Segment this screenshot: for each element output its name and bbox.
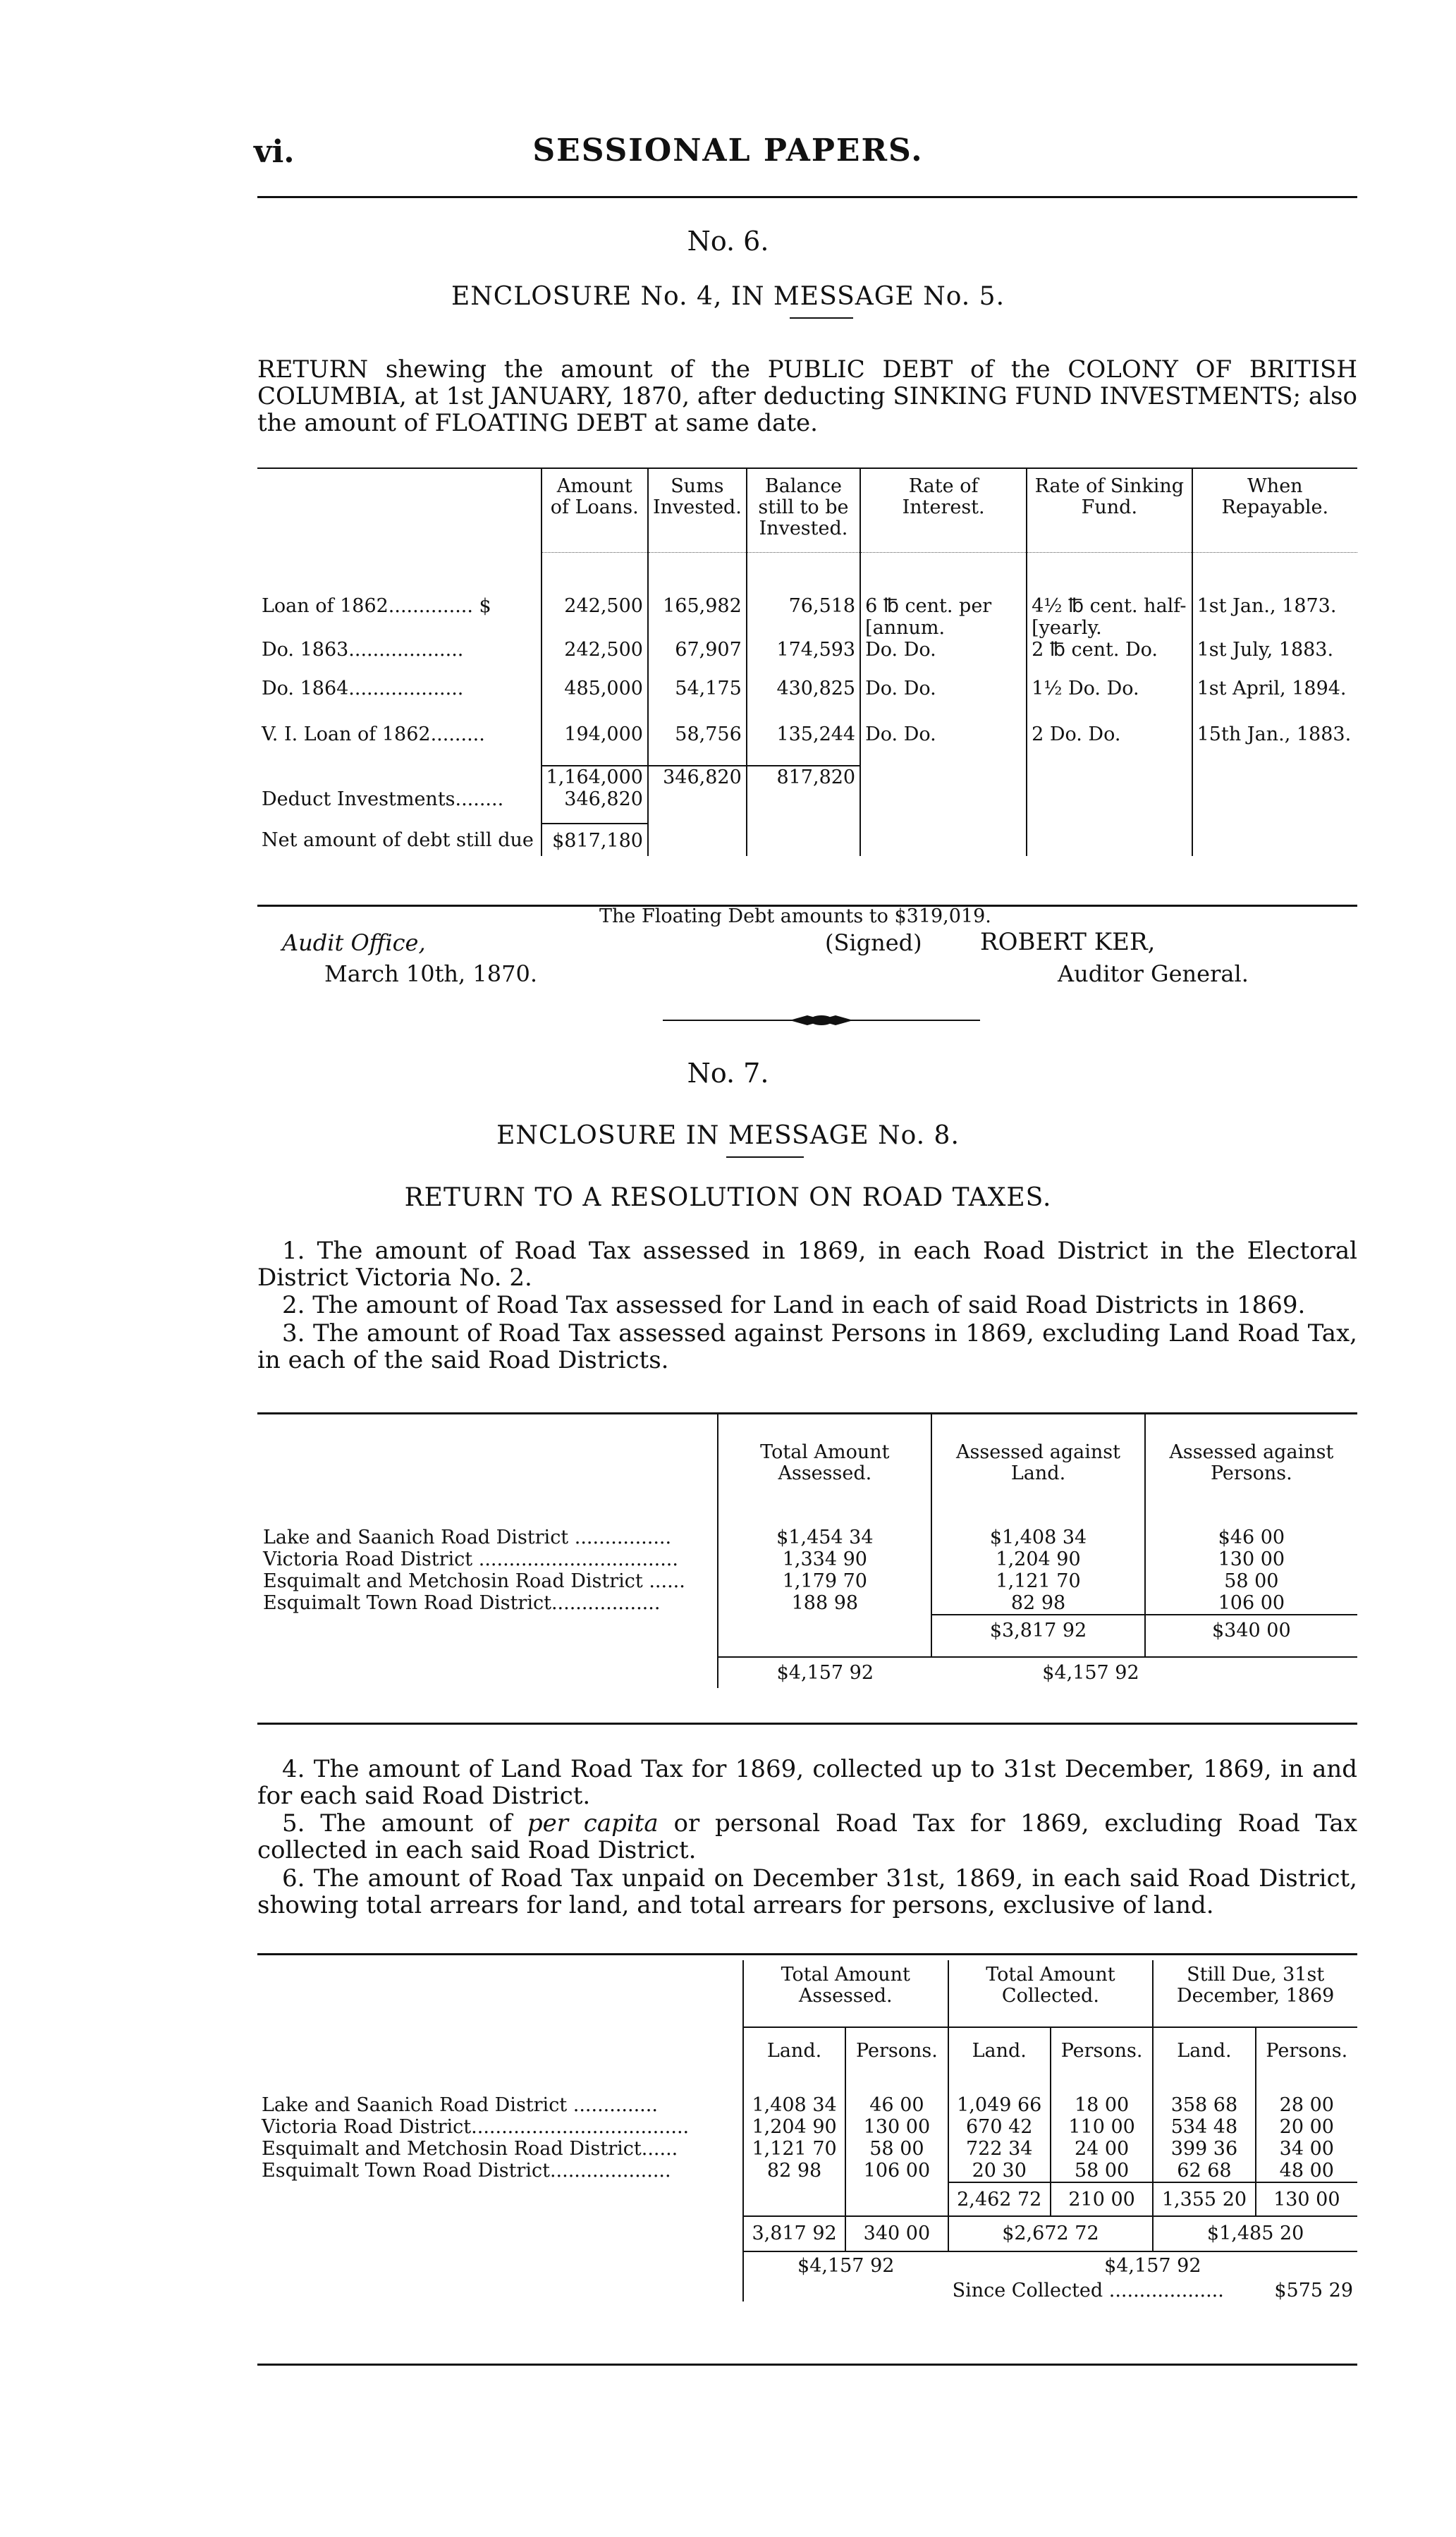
question-3: 3. The amount of Road Tax assessed against Persons in 1869, excluding Land Road Tax, in each of the said Road Districts. xyxy=(257,1319,1357,1374)
road-taxes-title: RETURN TO A RESOLUTION ON ROAD TAXES. xyxy=(404,1183,1052,1212)
sub-land: Land. xyxy=(743,2027,845,2094)
value-cell: 20 00 xyxy=(1256,2116,1357,2138)
sub-land: Land. xyxy=(948,2027,1051,2094)
sum-invested: 165,982 xyxy=(648,595,747,639)
interest-rate: Do. Do. xyxy=(860,723,1027,766)
spacer-cell xyxy=(845,2182,948,2216)
totals-row xyxy=(257,766,1357,788)
col-interest: Rate of Interest. xyxy=(860,469,1027,553)
balance: 430,825 xyxy=(747,678,860,723)
sum-invested: 58,756 xyxy=(648,723,747,766)
total-cell: 340 00 xyxy=(845,2216,948,2251)
sub-persons: Persons. xyxy=(845,2027,948,2094)
district-name: Victoria Road District ................................. xyxy=(263,1548,678,1570)
grand-total: $4,157 92 xyxy=(718,1657,931,1688)
assessed-persons: $46 00 xyxy=(1145,1527,1357,1548)
value-cell: 58 00 xyxy=(845,2138,948,2160)
since-collected-value: $575 29 xyxy=(1274,2280,1353,2301)
col-assessed-land: Assessed against Land. xyxy=(931,1414,1144,1527)
assessed-persons: 106 00 xyxy=(1145,1592,1357,1615)
question-5-b: or personal Road Tax for 1869, excluding Road Tax collected in each said Road District. xyxy=(257,1809,1358,1864)
value-cell: 1,121 70 xyxy=(743,2138,845,2160)
table-row xyxy=(257,1570,1357,1592)
audit-office: Audit Office, xyxy=(282,929,426,956)
road-tax-assessment-table xyxy=(257,1414,1357,1688)
document-number-7: No. 7. xyxy=(687,1058,769,1089)
row-label: V. I. Loan of 1862......... xyxy=(262,723,485,745)
table-row xyxy=(257,678,1357,723)
table-top-rule xyxy=(257,1953,1357,1955)
value-cell: 670 42 xyxy=(948,2116,1051,2138)
value-cell: 18 00 xyxy=(1051,2094,1153,2116)
table-row xyxy=(257,723,1357,766)
question-6: 6. The amount of Road Tax unpaid on December 31st, 1869, in each said Road District, showing total arrears for land, and total arrears for persons, exclusive of land. xyxy=(257,1864,1357,1919)
value-cell: 534 48 xyxy=(1153,2116,1255,2138)
value-cell: 46 00 xyxy=(845,2094,948,2116)
sub-persons: Persons. xyxy=(1256,2027,1357,2094)
repayable: 1st July, 1883. xyxy=(1192,639,1357,678)
signer-title: Auditor General. xyxy=(1058,960,1249,987)
assessed-persons: 130 00 xyxy=(1145,1548,1357,1570)
table-row xyxy=(257,1527,1357,1548)
net-row xyxy=(257,824,1357,856)
table-row xyxy=(257,639,1357,678)
running-title: SESSIONAL PAPERS. xyxy=(532,133,924,169)
loan-amount: 242,500 xyxy=(542,639,648,678)
total-assessed: $1,454 34 xyxy=(718,1527,931,1548)
district-name: Lake and Saanich Road District ................ xyxy=(263,1527,672,1548)
collected-subtotals-row xyxy=(257,2182,1357,2216)
district-name: Victoria Road District.................................... xyxy=(262,2116,690,2138)
spacer-cell xyxy=(257,553,542,595)
balance: 174,593 xyxy=(747,639,860,678)
group-total-assessed: Total Amount Assessed. xyxy=(743,1960,948,2027)
value-cell: 106 00 xyxy=(845,2160,948,2182)
interest-rate: 6 ℔ cent. per [annum. xyxy=(860,595,1027,639)
label-column-header xyxy=(257,469,542,553)
deduct-value: 346,820 xyxy=(542,788,648,824)
heading-underline xyxy=(726,1156,804,1158)
balance: 76,518 xyxy=(747,595,860,639)
header-rule xyxy=(257,196,1357,198)
ornamental-divider xyxy=(663,1010,980,1031)
loan-amount: 485,000 xyxy=(542,678,648,723)
spacer-cell xyxy=(257,2182,743,2216)
group-still-due: Still Due, 31st December, 1869 xyxy=(1153,1960,1357,2027)
net-value: $817,180 xyxy=(542,824,648,856)
grand-total-combined: $4,157 92 xyxy=(931,1657,1144,1688)
col-total-assessed: Total Amount Assessed. xyxy=(718,1414,931,1527)
spacer-cell xyxy=(845,2280,948,2301)
value-cell: 722 34 xyxy=(948,2138,1051,2160)
value-cell: 1,408 34 xyxy=(743,2094,845,2116)
debt-return-intro: RETURN shewing the amount of the PUBLIC DEBT of the COLONY OF BRITISH COLUMBIA, at 1st JANUARY, 1870, after deducting SINKING FUND INVESTMENTS; also the amount of FLOATING DEBT at same date. xyxy=(257,355,1357,437)
subtotal-cell: 2,462 72 xyxy=(948,2182,1051,2216)
table-row xyxy=(257,2160,1357,2182)
deduct-row xyxy=(257,788,1357,824)
sinking-rate: 1½ Do. Do. xyxy=(1027,678,1192,723)
spacer-cell xyxy=(743,2280,845,2301)
spacer-cell xyxy=(257,2280,743,2301)
since-collected-row xyxy=(257,2280,1357,2301)
question-5-a: 5. The amount of xyxy=(282,1809,527,1838)
table-row xyxy=(257,2116,1357,2138)
enclosure-heading-6: ENCLOSURE No. 4, IN MESSAGE No. 5. xyxy=(451,282,1005,311)
loan-amount: 194,000 xyxy=(542,723,648,766)
total-cell: $2,672 72 xyxy=(948,2216,1154,2251)
interest-rate: Do. Do. xyxy=(860,639,1027,678)
col-repayable: When Repayable. xyxy=(1192,469,1357,553)
col-assessed-persons: Assessed against Persons. xyxy=(1145,1414,1357,1527)
total-amount: 1,164,000 xyxy=(542,766,648,788)
sinking-rate: 2 ℔ cent. Do. xyxy=(1027,639,1192,678)
total-balance: 817,820 xyxy=(747,766,860,788)
total-cell: $1,485 20 xyxy=(1153,2216,1357,2251)
loan-amount: 242,500 xyxy=(542,595,648,639)
assessed-land: 82 98 xyxy=(931,1592,1144,1615)
table-row xyxy=(257,1548,1357,1570)
public-debt-table xyxy=(257,469,1357,856)
group-total-collected: Total Amount Collected. xyxy=(948,1960,1154,2027)
value-cell: 62 68 xyxy=(1153,2160,1255,2182)
grand-total-combined: $4,157 92 xyxy=(948,2251,1357,2280)
repayable: 1st April, 1894. xyxy=(1192,678,1357,723)
district-name: Lake and Saanich Road District .............. xyxy=(262,2094,658,2116)
spacer-cell xyxy=(257,2216,743,2251)
grand-total: $4,157 92 xyxy=(743,2251,948,2280)
value-cell: 82 98 xyxy=(743,2160,845,2182)
row-label: Do. 1863................... xyxy=(262,638,464,661)
col-balance: Balance still to be Invested. xyxy=(747,469,860,553)
value-cell: 110 00 xyxy=(1051,2116,1153,2138)
row-label: Do. 1864................... xyxy=(262,677,464,699)
assessed-land: 1,121 70 xyxy=(931,1570,1144,1592)
value-cell: 399 36 xyxy=(1153,2138,1255,2160)
repayable: 15th Jan., 1883. xyxy=(1192,723,1357,766)
interest-rate: Do. Do. xyxy=(860,678,1027,723)
net-label: Net amount of debt still due xyxy=(262,829,534,851)
assessed-land: 1,204 90 xyxy=(931,1548,1144,1570)
question-2: 2. The amount of Road Tax assessed for Land in each of said Road Districts in 1869. xyxy=(282,1291,1306,1319)
total-assessed: 188 98 xyxy=(718,1592,931,1615)
district-name: Esquimalt Town Road District.................... xyxy=(262,2160,671,2182)
total-assessed: 1,179 70 xyxy=(718,1570,931,1592)
col-amount: Amount of Loans. xyxy=(542,469,648,553)
floating-debt-note: The Floating Debt amounts to $319,019. xyxy=(599,905,991,927)
value-cell: 130 00 xyxy=(845,2116,948,2138)
spacer-cell xyxy=(257,2251,743,2280)
signed-label: (Signed) xyxy=(825,929,922,956)
document-number-6: No. 6. xyxy=(687,226,769,257)
row-label: Loan of 1862.............. $ xyxy=(262,594,491,617)
value-cell: 20 30 xyxy=(948,2160,1051,2182)
subtotal-cell: 130 00 xyxy=(1256,2182,1357,2216)
table-row xyxy=(257,595,1357,639)
assessed-totals-row xyxy=(257,2216,1357,2251)
question-5 xyxy=(257,1810,1357,1864)
district-name: Esquimalt Town Road District.................. xyxy=(263,1592,661,1614)
audit-date: March 10th, 1870. xyxy=(324,960,537,987)
table-bottom-rule xyxy=(257,1723,1357,1725)
land-total: $3,817 92 xyxy=(931,1615,1144,1657)
sum-invested: 67,907 xyxy=(648,639,747,678)
question-4: 4. The amount of Land Road Tax for 1869, collected up to 31st December, 1869, in and for each said Road District. xyxy=(257,1755,1357,1810)
value-cell: 28 00 xyxy=(1256,2094,1357,2116)
since-collected-label: Since Collected ................... xyxy=(952,2280,1224,2301)
total-cell: 3,817 92 xyxy=(743,2216,845,2251)
persons-total: $340 00 xyxy=(1145,1615,1357,1657)
value-cell: 48 00 xyxy=(1256,2160,1357,2182)
value-cell: 58 00 xyxy=(1051,2160,1153,2182)
table-bottom-rule xyxy=(257,2364,1357,2366)
col-sinking: Rate of Sinking Fund. xyxy=(1027,469,1192,553)
road-tax-collection-table xyxy=(257,1960,1357,2301)
assessed-persons: 58 00 xyxy=(1145,1570,1357,1592)
deduct-label: Deduct Investments........ xyxy=(262,788,504,810)
balance: 135,244 xyxy=(747,723,860,766)
enclosure-heading-7: ENCLOSURE IN MESSAGE No. 8. xyxy=(496,1121,960,1150)
table-row xyxy=(257,2094,1357,2116)
page-number: vi. xyxy=(254,134,295,170)
table-row xyxy=(257,1592,1357,1615)
value-cell: 358 68 xyxy=(1153,2094,1255,2116)
sum-invested: 54,175 xyxy=(648,678,747,723)
subtotal-cell: 1,355 20 xyxy=(1153,2182,1255,2216)
subtotals-row xyxy=(257,1615,1357,1657)
question-1: 1. The amount of Road Tax assessed in 1869, in each Road District in the Electoral District Victoria No. 2. xyxy=(257,1237,1357,1292)
value-cell: 1,204 90 xyxy=(743,2116,845,2138)
per-capita: per capita xyxy=(527,1809,659,1838)
value-cell: 1,049 66 xyxy=(948,2094,1051,2116)
table-row xyxy=(257,2138,1357,2160)
heading-underline xyxy=(790,317,853,319)
value-cell: 34 00 xyxy=(1256,2138,1357,2160)
assessed-land: $1,408 34 xyxy=(931,1527,1144,1548)
signer-name: ROBERT KER, xyxy=(980,928,1156,956)
sinking-rate: 4½ ℔ cent. half- [yearly. xyxy=(1027,595,1192,639)
subtotal-cell: 210 00 xyxy=(1051,2182,1153,2216)
repayable: 1st Jan., 1873. xyxy=(1192,595,1357,639)
col-invested: Sums Invested. xyxy=(648,469,747,553)
sub-persons: Persons. xyxy=(1051,2027,1153,2094)
total-invested: 346,820 xyxy=(648,766,747,788)
sinking-rate: 2 Do. Do. xyxy=(1027,723,1192,766)
spacer-cell xyxy=(743,2182,845,2216)
district-name: Esquimalt and Metchosin Road District...... xyxy=(262,2138,678,2160)
district-name: Esquimalt and Metchosin Road District ...... xyxy=(263,1570,685,1592)
grand-total-row xyxy=(257,1657,1357,1688)
total-assessed: 1,334 90 xyxy=(718,1548,931,1570)
value-cell: 24 00 xyxy=(1051,2138,1153,2160)
sub-land: Land. xyxy=(1153,2027,1255,2094)
grand-total-row xyxy=(257,2251,1357,2280)
